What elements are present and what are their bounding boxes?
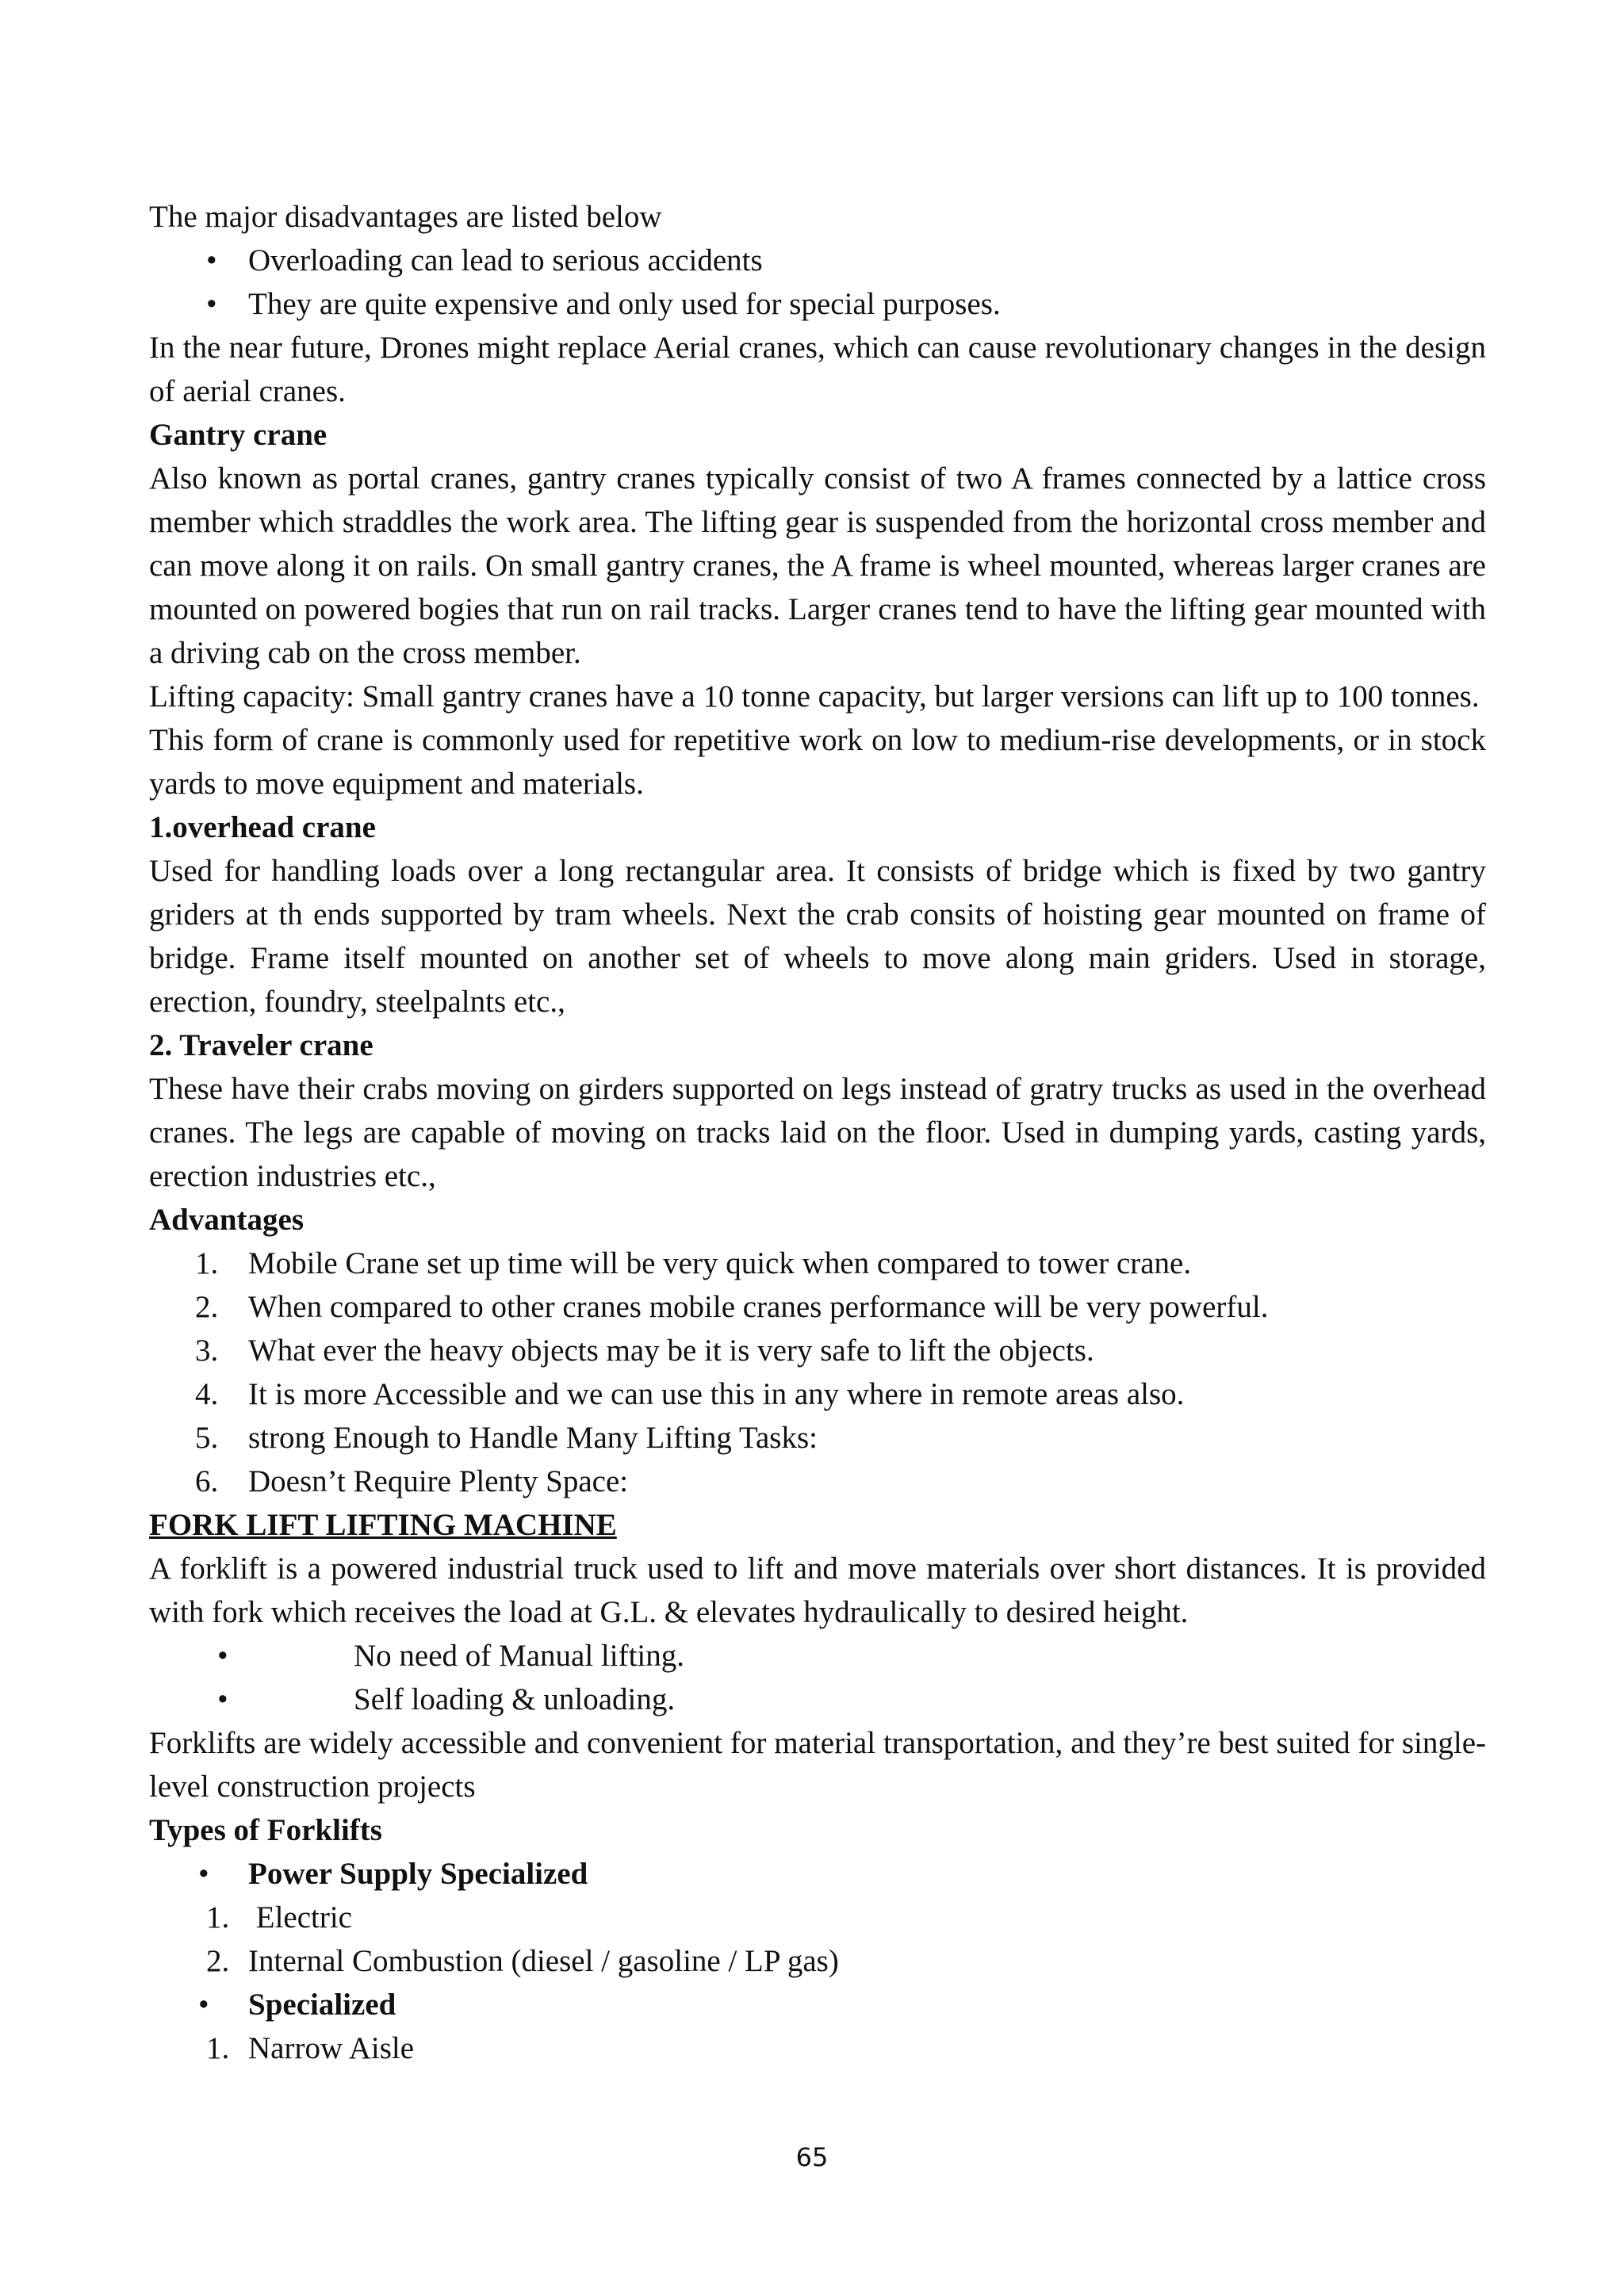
- list-number: 1.: [206, 2031, 230, 2065]
- gantry-heading: Gantry crane: [149, 418, 327, 452]
- list-item: [149, 282, 1486, 326]
- list-item-text: Doesn’t Require Plenty Space:: [248, 1464, 629, 1498]
- forklift-types-heading: Types of Forklifts: [149, 1813, 382, 1847]
- list-item-text: What ever the heavy objects may be it is very safe to lift the objects.: [248, 1334, 1094, 1368]
- list-item: [149, 1285, 1486, 1329]
- list-item-text: No need of Manual lifting.: [354, 1639, 684, 1673]
- bullet-mark: •: [206, 287, 217, 321]
- list-item: [149, 1852, 1486, 1896]
- overhead-paragraph: Used for handling loads over a long rectangular area. It consists of bridge which is fixed by two gantry griders at th ends supported by tram wheels. Next the crab consits of hoisting gear mounted on frame of bridge. Frame itself mounted on another set of wheels to move along main griders. Used in storage, erection, foundry, steelpalnts etc.,: [149, 854, 1486, 1019]
- list-item: [149, 1939, 1486, 1983]
- list-item-text: Electric: [248, 1900, 352, 1934]
- gantry-paragraph-1: Also known as portal cranes, gantry cranes typically consist of two A frames connected by a lattice cross member which straddles the work area. The lifting gear is suspended from the horizontal cross member and can move along it on rails. On small gantry cranes, the A frame is wheel mounted, whereas larger cranes are mounted on powered bogies that run on rail tracks. Larger cranes tend to have the lifting gear mounted with a driving cab on the cross member.: [149, 461, 1486, 670]
- bullet-mark: •: [217, 1639, 228, 1673]
- document-page: [149, 195, 1486, 2070]
- bullet-mark: •: [206, 243, 217, 277]
- forklift-paragraph-1: A forklift is a powered industrial truck used to lift and move materials over short distances. It is provided with fork which receives the load at G.L. & elevates hydraulically to desired height.: [149, 1552, 1486, 1629]
- list-number: 2.: [195, 1290, 219, 1324]
- forklift-paragraph-2: Forklifts are widely accessible and convenient for material transportation, and they’re best suited for single-level construction projects: [149, 1726, 1486, 1804]
- list-item-text: strong Enough to Handle Many Lifting Tasks:: [248, 1421, 818, 1455]
- list-item-text: Mobile Crane set up time will be very quick when compared to tower crane.: [248, 1246, 1192, 1280]
- advantages-heading: Advantages: [149, 1203, 304, 1237]
- list-item-text: Self loading & unloading.: [354, 1682, 676, 1716]
- list-item-text: Overloading can lead to serious accidents: [248, 243, 763, 277]
- page-number: 65: [795, 2142, 829, 2172]
- list-number: 4.: [195, 1377, 219, 1411]
- drones-note: In the near future, Drones might replace Aerial cranes, which can cause revolutionary changes in the design of aerial cranes.: [149, 331, 1486, 408]
- list-item-text: It is more Accessible and we can use this in any where in remote areas also.: [248, 1377, 1185, 1411]
- list-number: 6.: [195, 1464, 219, 1498]
- list-number: 1.: [206, 1900, 230, 1934]
- list-number: 1.: [195, 1246, 219, 1280]
- list-item: [149, 1416, 1486, 1460]
- bullet-mark: •: [217, 1682, 228, 1716]
- bullet-mark: •: [198, 1857, 209, 1891]
- power-supply-subheading: Power Supply Specialized: [248, 1857, 588, 1891]
- list-item-text: Internal Combustion (diesel / gasoline / LP gas): [248, 1944, 839, 1978]
- list-item-text: Narrow Aisle: [248, 2031, 415, 2065]
- traveler-heading: 2. Traveler crane: [149, 1028, 373, 1062]
- list-item: [149, 1678, 1486, 1721]
- list-number: 5.: [195, 1421, 219, 1455]
- list-item: [149, 239, 1486, 282]
- disadvantages-intro: The major disadvantages are listed below: [149, 200, 662, 234]
- list-item: [149, 1983, 1486, 2026]
- specialized-subheading: Specialized: [248, 1988, 396, 2022]
- list-item-text: They are quite expensive and only used for special purposes.: [248, 287, 1001, 321]
- list-item: [149, 1460, 1486, 1503]
- forklift-heading: FORK LIFT LIFTING MACHINE: [149, 1508, 617, 1542]
- bullet-mark: •: [198, 1988, 209, 2022]
- list-item: [149, 1896, 1486, 1939]
- gantry-paragraph-2: Lifting capacity: Small gantry cranes have a 10 tonne capacity, but larger versions can lift up to 100 tonnes.: [149, 679, 1480, 714]
- traveler-paragraph: These have their crabs moving on girders supported on legs instead of gratry trucks as used in the overhead cranes. The legs are capable of moving on tracks laid on the floor. Used in dumping yards, casting yards, erection industries etc.,: [149, 1072, 1486, 1193]
- list-item: [149, 1372, 1486, 1416]
- list-item: [149, 1634, 1486, 1678]
- list-number: 3.: [195, 1334, 219, 1368]
- overhead-heading: 1.overhead crane: [149, 810, 376, 844]
- list-item-text: When compared to other cranes mobile cranes performance will be very powerful.: [248, 1290, 1269, 1324]
- list-number: 2.: [206, 1944, 230, 1978]
- gantry-paragraph-3: This form of crane is commonly used for repetitive work on low to medium-rise developments, or in stock yards to move equipment and materials.: [149, 723, 1486, 801]
- list-item: [149, 1329, 1486, 1372]
- list-item: [149, 1242, 1486, 1285]
- list-item: [149, 2026, 1486, 2070]
